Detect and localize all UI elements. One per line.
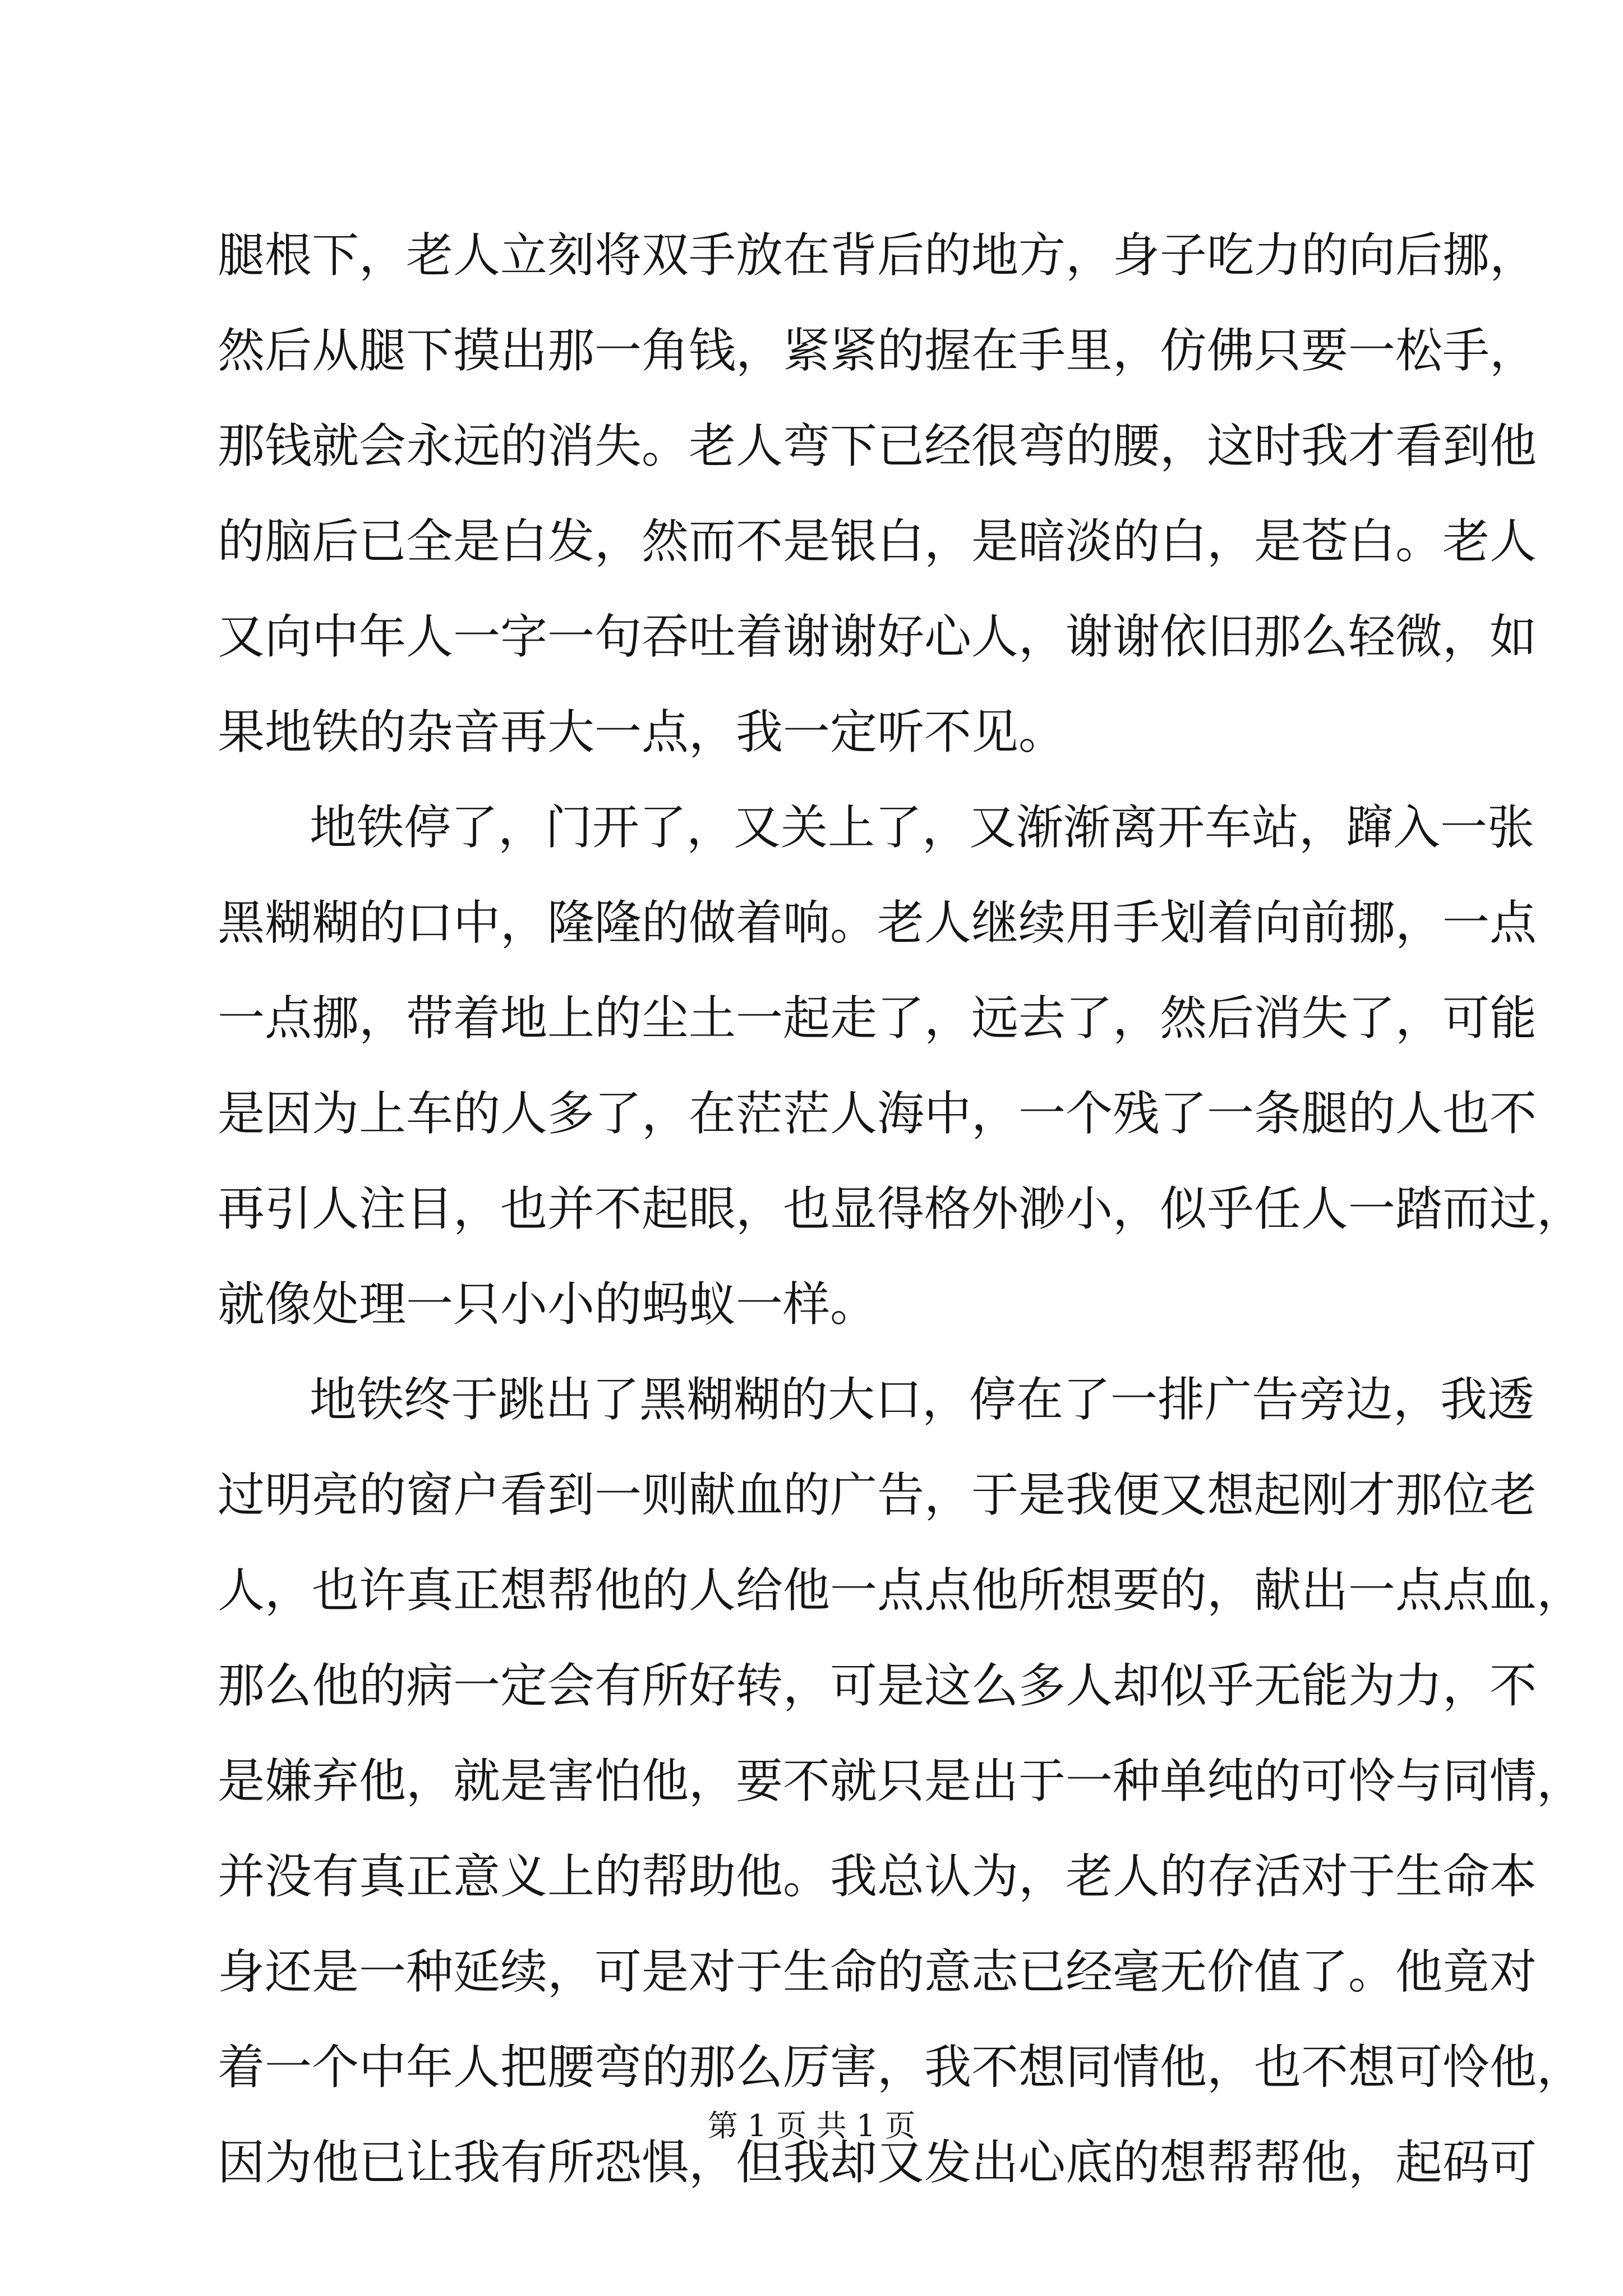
text-line: 腿根下，老人立刻将双手放在背后的地方，身子吃力的向后挪， <box>218 228 1537 283</box>
text-line: 因为他已让我有所恐惧，但我却又发出心底的想帮帮他，起码可 <box>218 2135 1537 2190</box>
text-line: 并没有真正意义上的帮助他。我总认为，老人的存活对于生命本 <box>218 1849 1537 1904</box>
text-line: 的脑后已全是白发，然而不是银白，是暗淡的白，是苍白。老人 <box>218 514 1537 569</box>
page-number-footer: 第 1 页 共 1 页 <box>707 2108 916 2143</box>
text-line: 再引人注目，也并不起眼，也显得格外渺小，似乎任人一踏而过， <box>218 1181 1584 1236</box>
text-line: 那么他的病一定会有所好转，可是这么多人却似乎无能为力，不 <box>218 1658 1537 1713</box>
text-line: 那钱就会永远的消失。老人弯下已经很弯的腰，这时我才看到他 <box>218 418 1537 473</box>
text-line: 一点挪，带着地上的尘土一起走了，远去了，然后消失了，可能 <box>218 991 1537 1046</box>
text-line: 人，也许真正想帮他的人给他一点点他所想要的，献出一点点血， <box>218 1563 1584 1618</box>
text-line: 就像处理一只小小的蚂蚁一样。 <box>218 1277 878 1332</box>
text-line: 黑糊糊的口中，隆隆的做着响。老人继续用手划着向前挪，一点 <box>218 895 1537 950</box>
text-line: 是因为上车的人多了，在茫茫人海中，一个残了一条腿的人也不 <box>218 1086 1537 1141</box>
text-line: 又向中年人一字一句吞吐着谢谢好心人，谢谢依旧那么轻微，如 <box>218 609 1537 664</box>
text-line: 然后从腿下摸出那一角钱，紧紧的握在手里，仿佛只要一松手， <box>218 323 1537 378</box>
paragraph-start-line: 地铁终于跳出了黑糊糊的大口，停在了一排广告旁边，我透 <box>310 1372 1535 1427</box>
document-body <box>218 208 1584 2210</box>
text-line: 果地铁的杂音再大一点，我一定听不见。 <box>218 705 1066 760</box>
paragraph-start-line: 地铁停了，门开了，又关上了，又渐渐离开车站，蹿入一张 <box>310 800 1535 855</box>
text-line: 身还是一种延续，可是对于生命的意志已经毫无价值了。他竟对 <box>218 1944 1537 1999</box>
text-line: 是嫌弃他，就是害怕他，要不就只是出于一种单纯的可怜与同情， <box>218 1754 1584 1809</box>
text-line: 过明亮的窗户看到一则献血的广告，于是我便又想起刚才那位老 <box>218 1467 1537 1522</box>
text-line: 着一个中年人把腰弯的那么厉害，我不想同情他，也不想可怜他， <box>218 2040 1584 2095</box>
